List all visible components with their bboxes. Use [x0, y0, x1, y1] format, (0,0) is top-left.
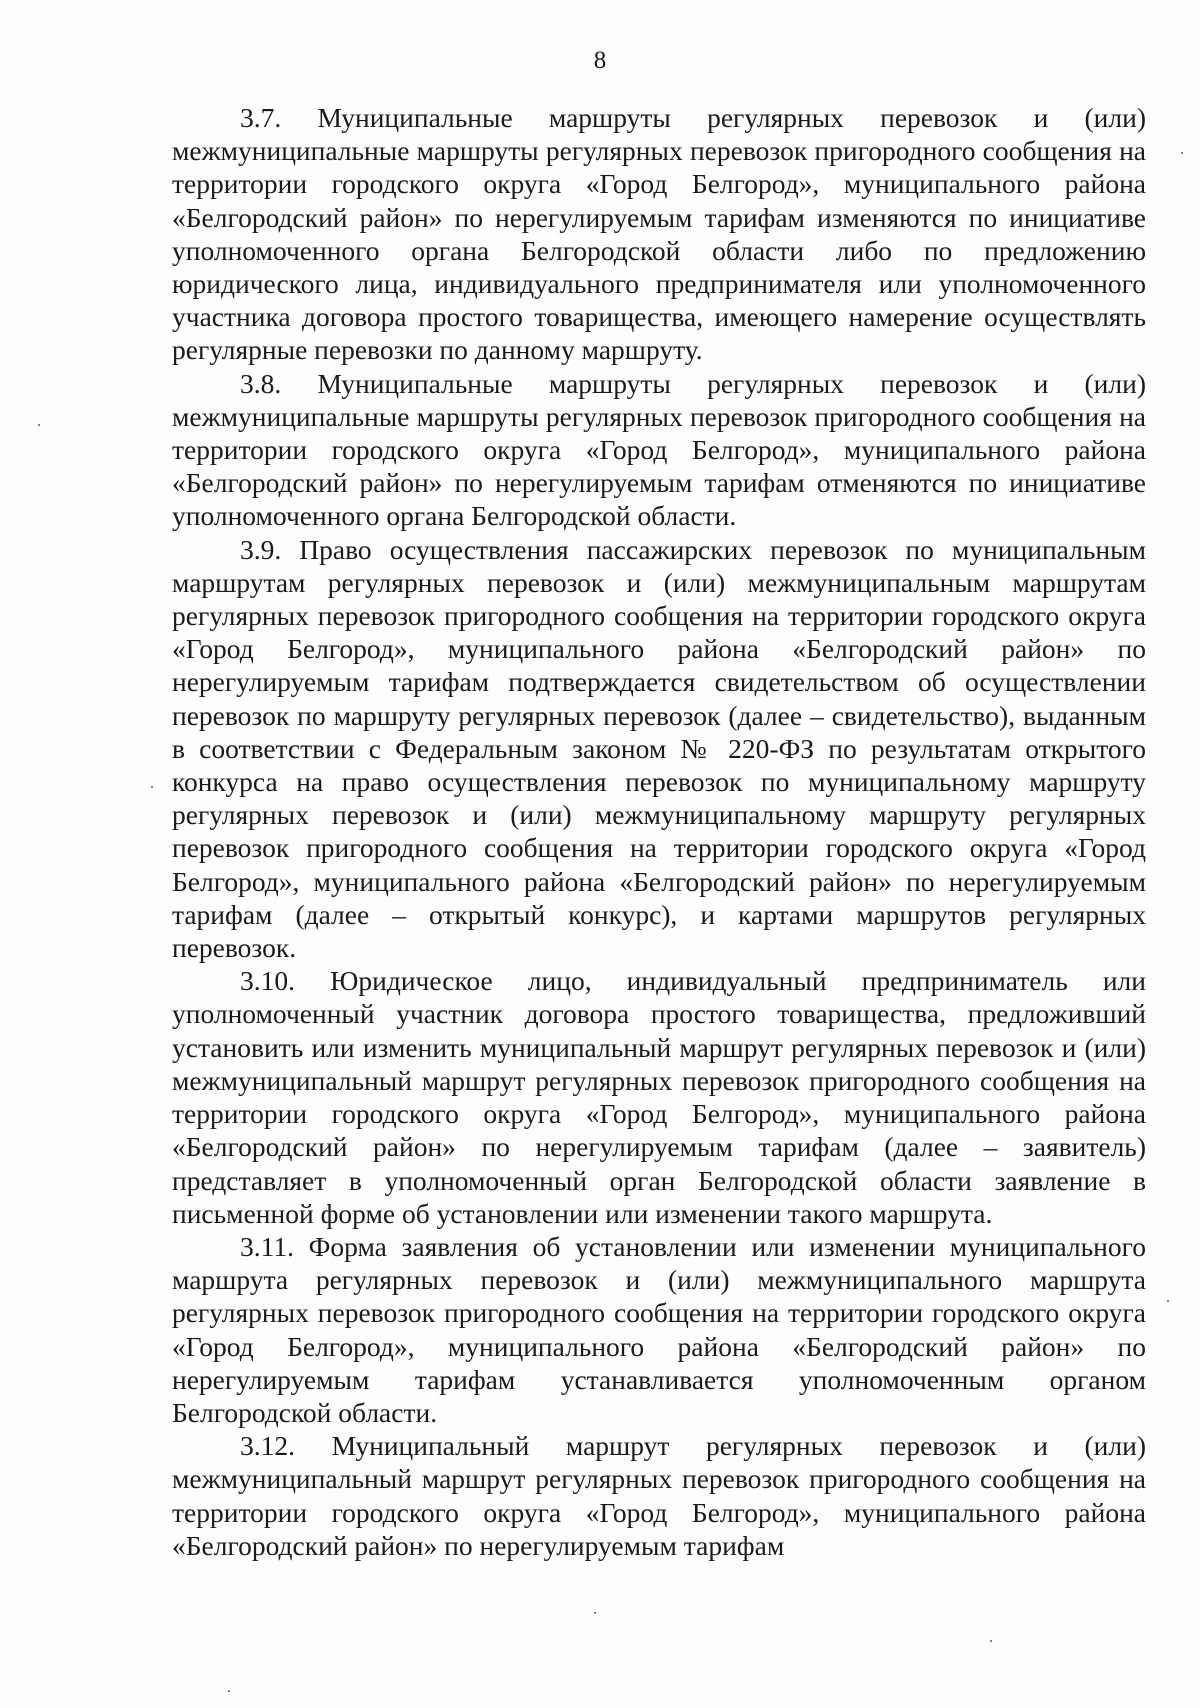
paragraph-3-9: 3.9. Право осуществления пассажирских перевозок по муниципальным маршрутам регулярных перевозок и (или) межмуниципальным маршрутам регулярных перевозок пригородного сообщения на территории городского округа «Город Белгород», муниципального района «Белгородский район» по нерегулируемым тарифам подтверждается свидетельством об осуществлении перевозок по маршруту регулярных перевозок (далее – свидетельство), выданным в соответствии с Федеральным законом № 220-ФЗ по результатам открытого конкурса на право осуществления перевозок по муниципальному маршруту регулярных перевозок и (или) межмуниципальному маршруту регулярных перевозок пригородного сообщения на территории городского округа «Город Белгород», муниципального района «Белгородский район» по нерегулируемым тарифам (далее – открытый конкурс), и картами маршрутов регулярных перевозок.: [172, 533, 1146, 964]
scan-speck: [228, 1690, 230, 1692]
paragraph-3-10: 3.10. Юридическое лицо, индивидуальный предприниматель или уполномоченный участник договора простого товарищества, предложивший установить или изменить муниципальный маршрут регулярных перевозок и (или) межмуниципальный маршрут регулярных перевозок пригородного сообщения на территории городского округа «Город Белгород», муниципального района «Белгородский район» по нерегулируемым тарифам (далее – заявитель) представляет в уполномоченный орган Белгородской области заявление в письменной форме об установлении или изменении такого маршрута.: [172, 965, 1146, 1229]
document-body: [172, 101, 1146, 1562]
paragraph-3-12: 3.12. Муниципальный маршрут регулярных перевозок и (или) межмуниципальный маршрут регулярных перевозок пригородного сообщения на территории городского округа «Город Белгород», муниципального района «Белгородский район» по нерегулируемым тарифам: [172, 1430, 1146, 1561]
scan-speck: [594, 1612, 596, 1614]
scan-speck: [1167, 1300, 1169, 1302]
paragraph-3-7: 3.7. Муниципальные маршруты регулярных перевозок и (или) межмуниципальные маршруты регулярных перевозок пригородного сообщения на территории городского округа «Город Белгород», муниципального района «Белгородский район» по нерегулируемым тарифам изменяются по инициативе уполномоченного органа Белгородской области либо по предложению юридического лица, индивидуального предпринимателя или уполномоченного участника договора простого товарищества, имеющего намерение осуществлять регулярные перевозки по данному маршруту.: [172, 102, 1146, 366]
page-number: 8: [593, 47, 607, 74]
paragraph-3-11: 3.11. Форма заявления об установлении или изменении муниципального маршрута регулярных перевозок и (или) межмуниципального маршрута регулярных перевозок пригородного сообщения на территории городского округа «Город Белгород», муниципального района «Белгородский район» по нерегулируемым тарифам устанавливается уполномоченным органом Белгородской области.: [172, 1230, 1146, 1428]
paragraph-3-8: 3.8. Муниципальные маршруты регулярных перевозок и (или) межмуниципальные маршруты регулярных перевозок пригородного сообщения на территории городского округа «Город Белгород», муниципального района «Белгородский район» по нерегулируемым тарифам отменяются по инициативе уполномоченного органа Белгородской области.: [172, 367, 1146, 532]
scan-speck: [151, 786, 153, 788]
scan-speck: [990, 1640, 992, 1642]
scan-speck: [1181, 152, 1183, 154]
scan-speck: [38, 424, 40, 426]
